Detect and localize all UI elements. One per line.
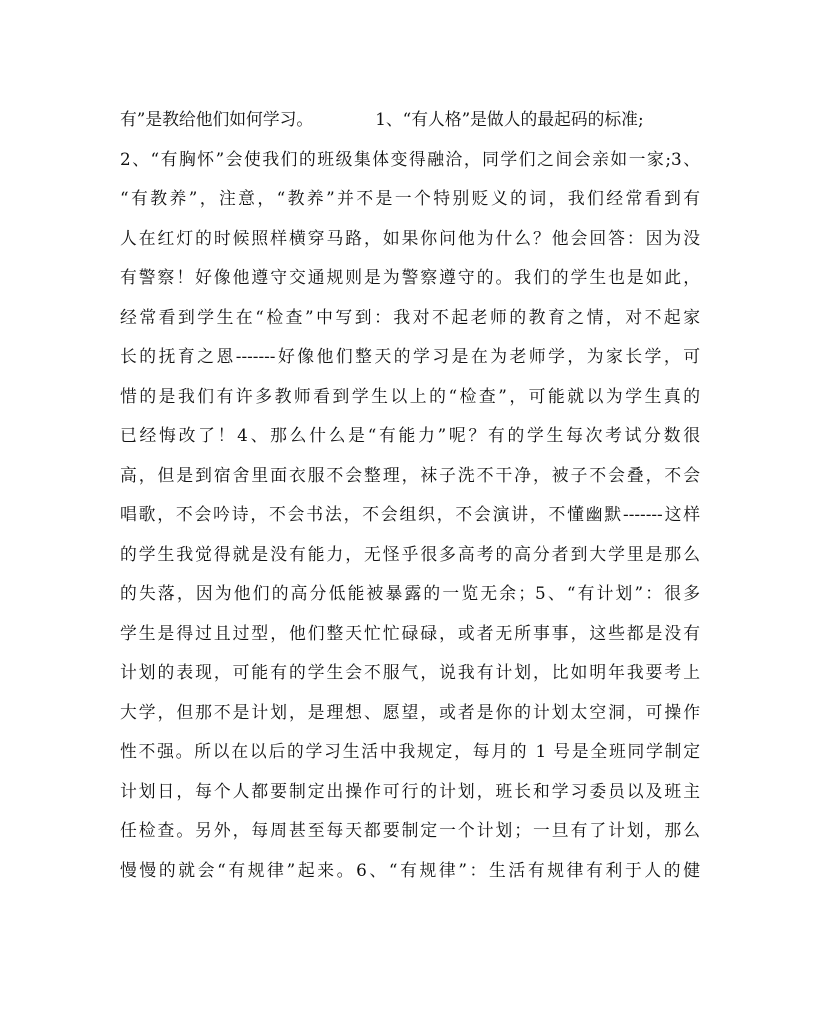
text-line: 2、“有胸怀”会使我们的班级集体变得融洽，同学们之间会亲如一家;3、 <box>120 148 700 169</box>
text-line: 性不强。所以在以后的学习生活中我规定，每月的 1 号是全班同学制定 <box>120 741 700 761</box>
text-line: 人在红灯的时候照样横穿马路，如果你问他为什么？他会回答：因为没 <box>120 227 700 248</box>
text-line: 高，但是到宿舍里面衣服不会整理，袜子洗不干净，被子不会叠，不会 <box>120 464 700 485</box>
document-body <box>120 100 700 890</box>
text-line: 的学生我觉得就是没有能力，无怪乎很多高考的高分者到大学里是那么 <box>120 543 700 564</box>
text-line: 计划日，每个人都要制定出操作可行的计划，班长和学习委员以及班主 <box>120 780 700 801</box>
text-segment: 有”是教给他们如何学习。 <box>120 109 314 129</box>
text-line: 计划的表现，可能有的学生会不服气，说我有计划，比如明年我要考上 <box>120 662 700 682</box>
text-line: “有教养”，注意，“教养”并不是一个特别贬义的词，我们经常看到有 <box>120 188 700 208</box>
text-line: 长的抚育之恩-------好像他们整天的学习是在为老师学，为家长学，可 <box>120 346 700 366</box>
text-line: 惜的是我们有许多教师看到学生以上的“检查”，可能就以为学生真的 <box>120 385 700 406</box>
text-line: 经常看到学生在“检查”中写到：我对不起老师的教育之情，对不起家 <box>120 306 700 327</box>
text-line: 唱歌，不会吟诗，不会书法，不会组织，不会演讲，不懂幽默-------这样 <box>120 504 700 524</box>
text-line: 大学，但那不是计划，是理想、愿望，或者是你的计划太空洞，可操作 <box>120 701 700 722</box>
text-line: 任检查。另外，每周甚至每天都要制定一个计划；一旦有了计划，那么 <box>120 820 700 840</box>
text-line: 学生是得过且过型，他们整天忙忙碌碌，或者无所事事，这些都是没有 <box>120 622 700 643</box>
text-line: 已经悔改了！4、那么什么是“有能力”呢？有的学生每次考试分数很 <box>120 425 700 445</box>
text-line: 有警察！好像他遵守交通规则是为警察遵守的。我们的学生也是如此， <box>120 267 700 287</box>
text-line-1 <box>120 100 700 140</box>
text-line: 的失落，因为他们的高分低能被暴露的一览无余；5、“有计划”：很多 <box>120 583 700 603</box>
text-line: 慢慢的就会“有规律”起来。6、“有规律”：生活有规律有利于人的健 <box>120 859 700 880</box>
text-segment: 1、“有人格”是做人的最起码的标准; <box>375 109 644 129</box>
